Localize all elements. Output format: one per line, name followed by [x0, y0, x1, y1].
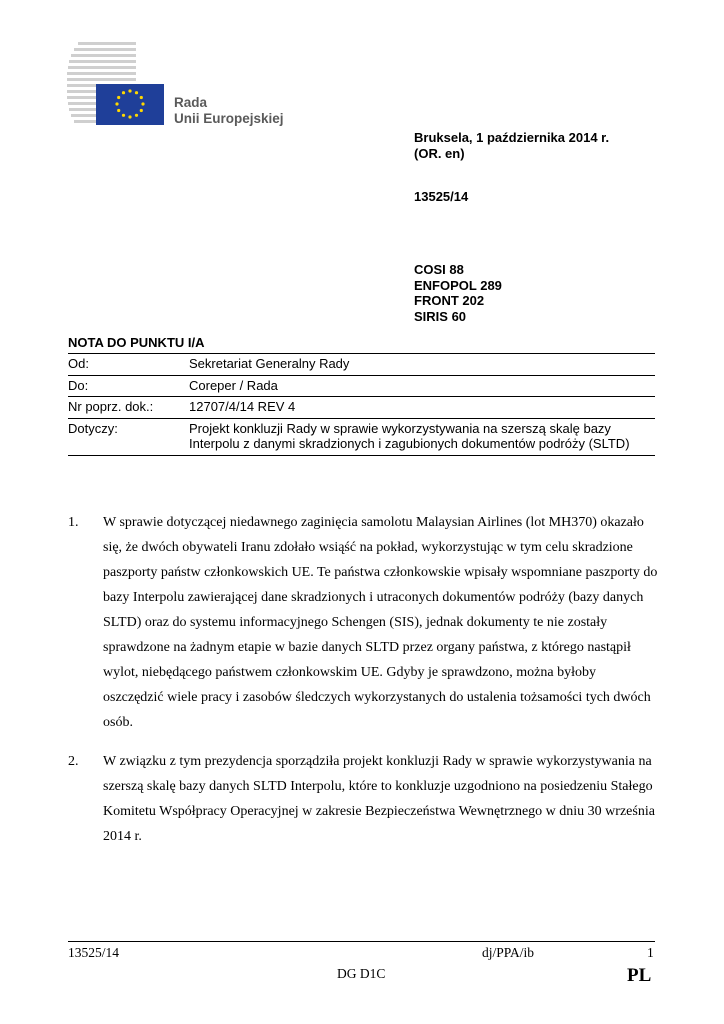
code-line: SIRIS 60 — [414, 308, 467, 324]
paragraph-text: W sprawie dotyczącej niedawnego zaginięcia samolotu Malaysian Airlines (lot MH370) okazało się, że dwóch obywateli Iranu zdołało wsiąść na pokład, wykorzystując w tym celu skradzione paszporty państw członkowskich UE. Te państwa członkowskie wpisały wspomniane paszporty do bazy Interpolu zawierającej dane skradzionych i utraconych dokumentów podróży (bazy danych SLTD) oraz do systemu informacyjnego Schengen (SIS), jednak dokumenty te nie zostały sprawdzone na żadnym etapie w bazie danych SLTD przez organy państwa, z którego nastąpił wylot, niebędącego państwem członkowskim UE. Gdyby je sprawdzono, można byłoby oszczędzić wiele pracy i zasobów śledczych wykorzystanych do ustalenia tożsamości tych dwóch osób. — [103, 515, 658, 730]
original-language: (OR. en) — [414, 145, 465, 161]
row-value: Sekretariat Generalny Rady — [189, 356, 350, 371]
eu-flag-icon — [96, 84, 164, 125]
footer-divider — [68, 941, 655, 942]
organization-name — [174, 95, 284, 126]
document-number: 13525/14 — [414, 189, 469, 204]
paragraph-2 — [68, 749, 658, 849]
footer-directorate: DG D1C — [337, 966, 386, 981]
table-row — [68, 375, 655, 397]
header-date-block — [414, 130, 609, 161]
code-line: ENFOPOL 289 — [414, 277, 502, 293]
note-metadata-table — [68, 353, 655, 456]
row-label: Od: — [68, 356, 89, 371]
table-row — [68, 354, 655, 376]
classification-codes — [414, 262, 502, 324]
page-number: 1 — [647, 945, 654, 960]
language-code: PL — [627, 965, 652, 986]
paragraph-number: 1. — [68, 515, 79, 530]
table-row — [68, 418, 655, 455]
note-title: NOTA DO PUNKTU I/A — [68, 335, 205, 350]
paragraph-1 — [68, 510, 658, 735]
place-date: Bruksela, 1 października 2014 r. — [414, 130, 610, 145]
code-line: COSI 88 — [414, 262, 464, 277]
organization-line-2: Unii Europejskiej — [174, 110, 284, 126]
row-value: Projekt konkluzji Rady w sprawie wykorzystywania na szerszą skalę bazy Interpolu z danymi skradzionych i zagubionych dokumentów podróży (SLTD) — [189, 420, 630, 451]
row-value: 12707/4/14 REV 4 — [189, 399, 296, 414]
row-label: Nr poprz. dok.: — [68, 399, 154, 414]
organization-line-1: Rada — [174, 95, 208, 110]
row-label: Do: — [68, 377, 89, 393]
table-row — [68, 397, 655, 419]
row-label: Dotyczy: — [68, 420, 118, 436]
footer-initials: dj/PPA/ib — [482, 945, 535, 960]
paragraph-number: 2. — [68, 754, 79, 769]
row-value: Coreper / Rada — [189, 377, 278, 393]
code-line: FRONT 202 — [414, 293, 485, 308]
paragraph-text: W związku z tym prezydencja sporządziła projekt konkluzji Rady w sprawie wykorzystywania na szerszą skalę bazy danych SLTD Interpolu, które to konkluzje uzgodniono na posiedzeniu Stałego Komitetu Współpracy Operacyjnej w zakresie Bezpieczeństwa Wewnętrznego w dniu 30 września 2014 r. — [103, 754, 655, 844]
footer-doc-number: 13525/14 — [68, 945, 120, 960]
